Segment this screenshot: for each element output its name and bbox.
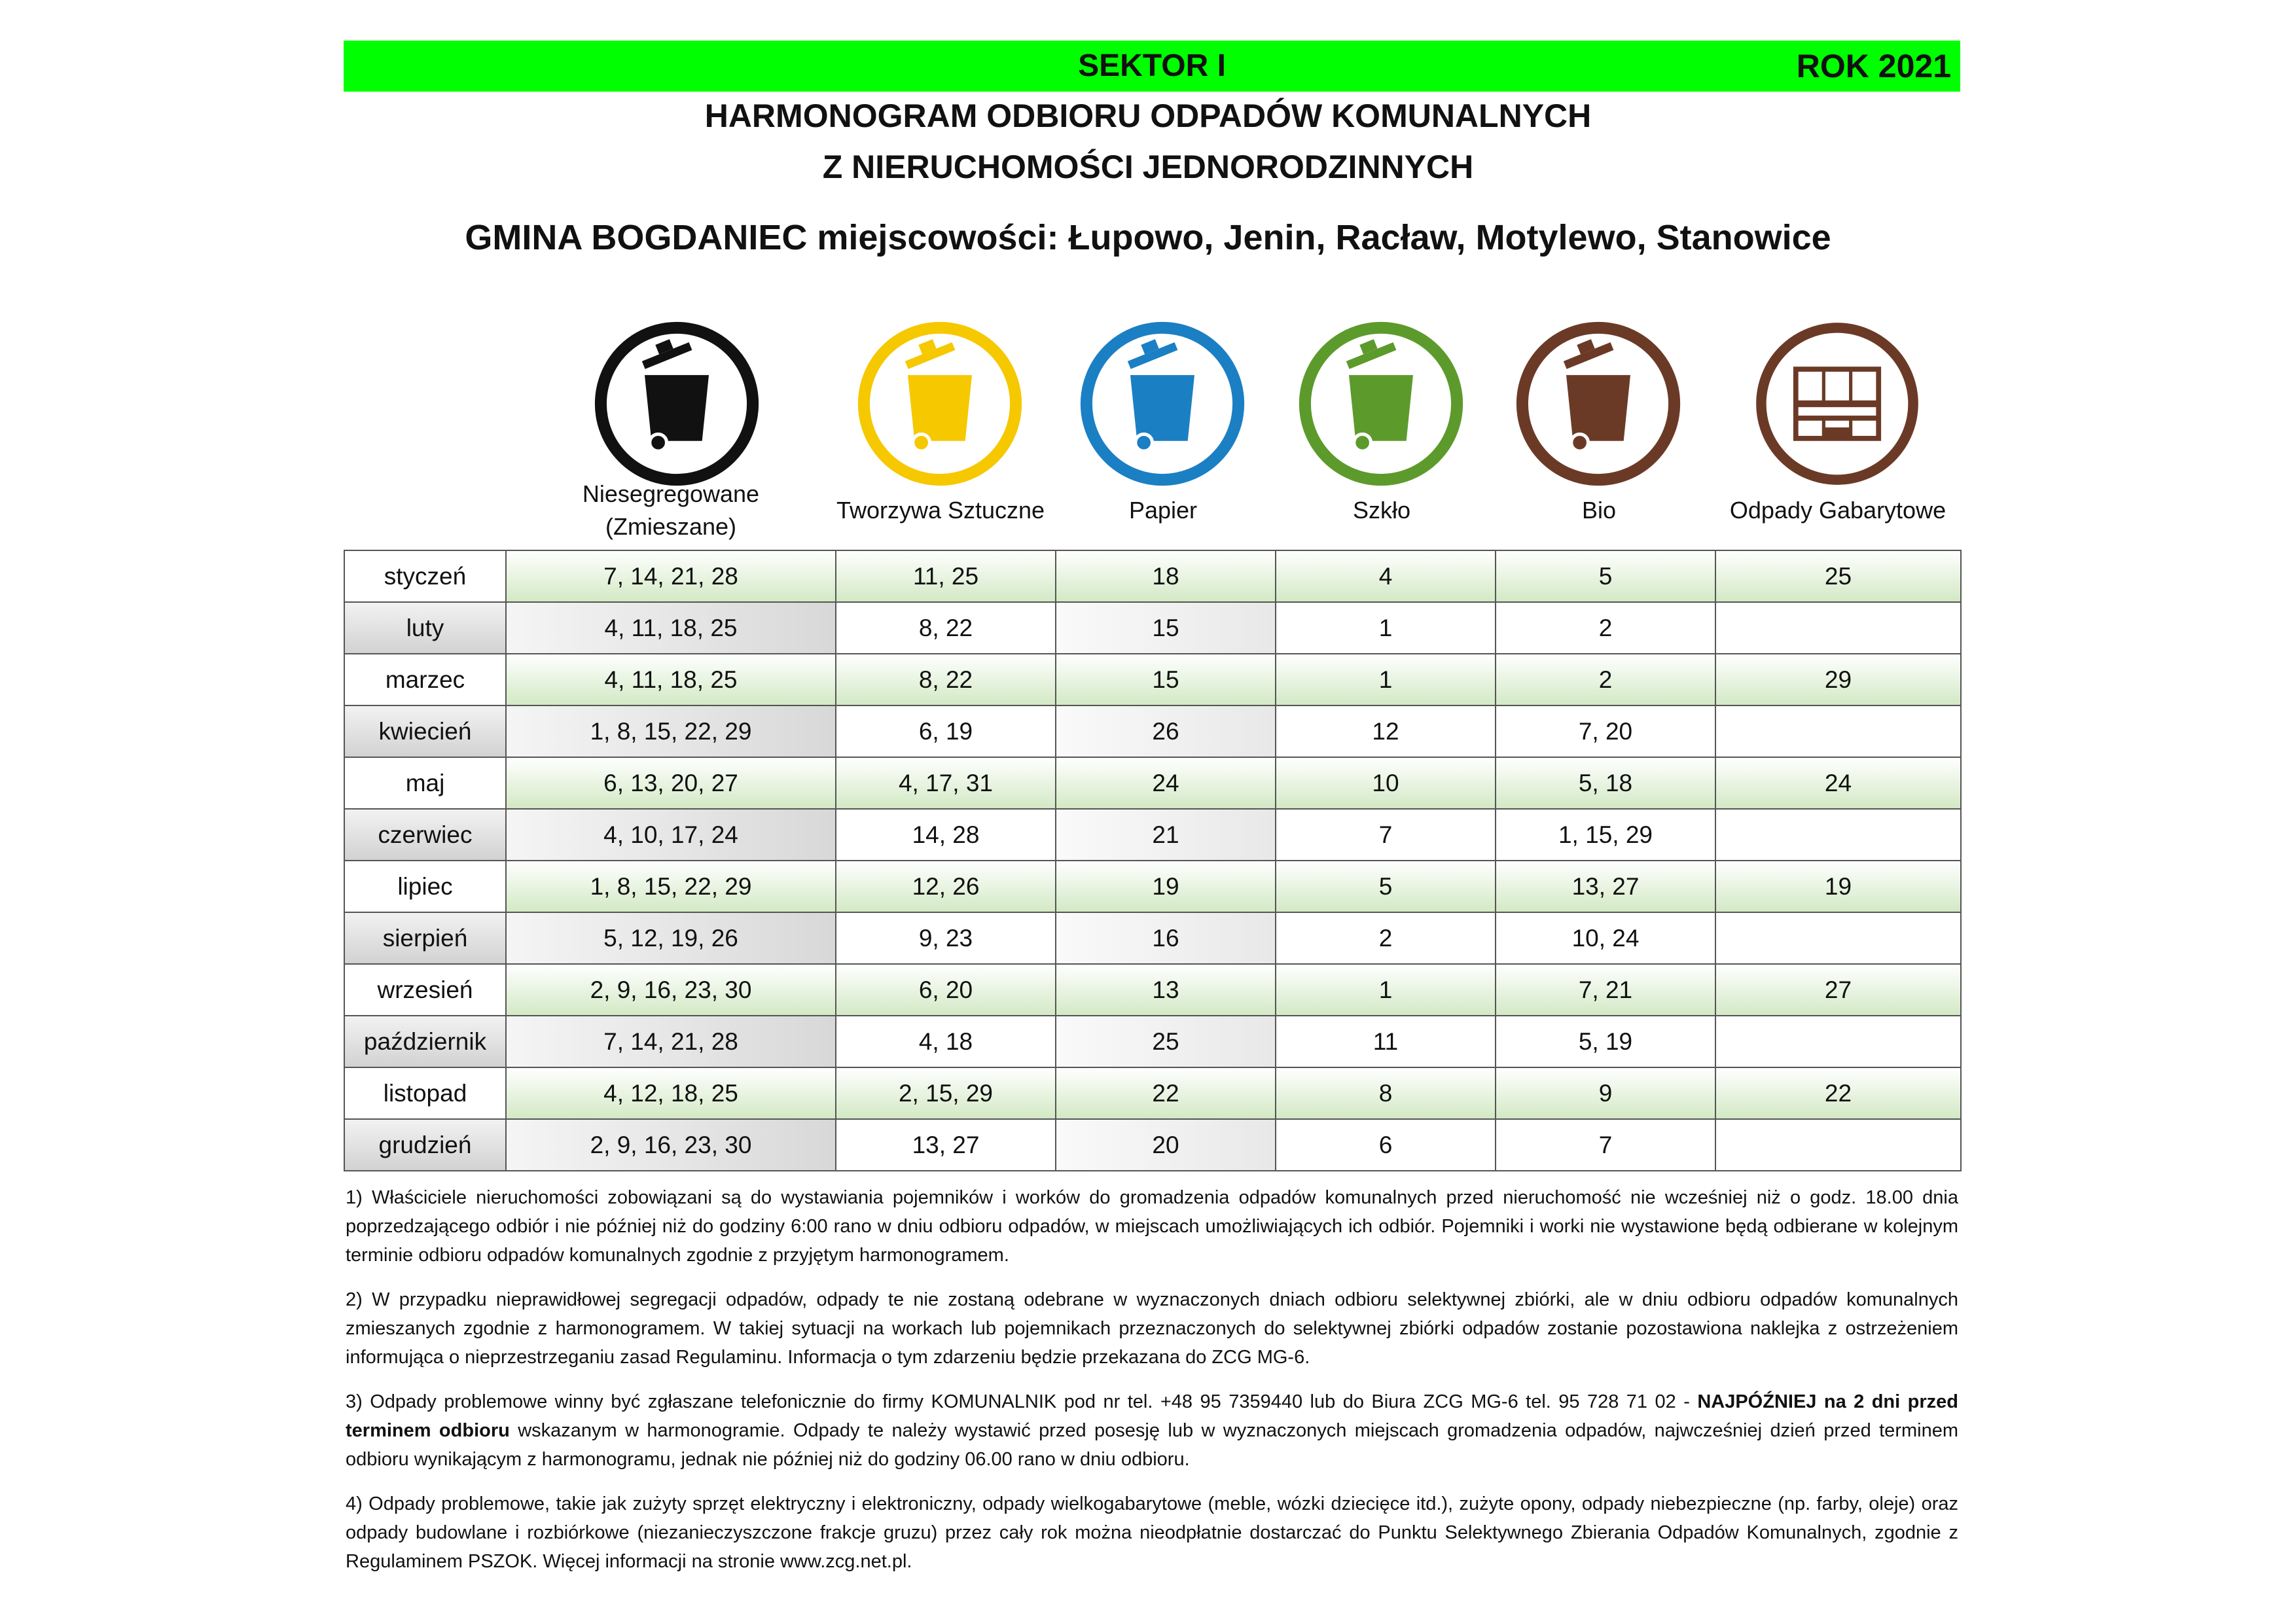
mixed-dates-cell: 4, 11, 18, 25 <box>506 654 836 705</box>
glass-dates-cell: 11 <box>1276 1016 1496 1067</box>
plastic-dates-cell: 14, 28 <box>836 809 1056 861</box>
bio-dates-cell: 10, 24 <box>1496 912 1715 964</box>
sector-label: SEKTOR I <box>1078 48 1226 83</box>
bio-dates-cell: 1, 15, 29 <box>1496 809 1715 861</box>
bio-dates-cell: 5, 18 <box>1496 757 1715 809</box>
column-header-mixed <box>563 478 779 543</box>
month-cell: listopad <box>344 1067 506 1119</box>
document-subtitle: GMINA BOGDANIEC miejscowości: Łupowo, Jenin, Racław, Motylewo, Stanowice <box>465 218 1831 257</box>
year-label: ROK 2021 <box>1796 48 1951 84</box>
paper-dates-cell: 22 <box>1056 1067 1276 1119</box>
month-cell: marzec <box>344 654 506 705</box>
bulky-dates-cell <box>1715 809 1961 861</box>
glass-dates-cell: 4 <box>1276 550 1496 602</box>
mixed-dates-cell: 5, 12, 19, 26 <box>506 912 836 964</box>
month-cell: wrzesień <box>344 964 506 1016</box>
column-header-line1: Niesegregowane <box>582 480 760 507</box>
month-cell: lipiec <box>344 861 506 912</box>
glass-dates-cell: 5 <box>1276 861 1496 912</box>
month-cell: sierpień <box>344 912 506 964</box>
plastic-dates-cell: 9, 23 <box>836 912 1056 964</box>
table-row <box>344 1067 1961 1119</box>
bulky-dates-cell: 22 <box>1715 1067 1961 1119</box>
brown-bin-icon <box>1514 319 1683 488</box>
table-row <box>344 912 1961 964</box>
glass-dates-cell: 2 <box>1276 912 1496 964</box>
glass-dates-cell: 6 <box>1276 1119 1496 1171</box>
bio-dates-cell: 2 <box>1496 602 1715 654</box>
mixed-dates-cell: 1, 8, 15, 22, 29 <box>506 861 836 912</box>
bulky-dates-cell: 19 <box>1715 861 1961 912</box>
month-cell: styczeń <box>344 550 506 602</box>
column-header-bulky: Odpady Gabarytowe <box>1729 497 1946 524</box>
note-1: 1) Właściciele nieruchomości zobowiązani są do wystawiania pojemników i worków do gromadzenia odpadów komunalnych przed nieruchomość nie wcześniej niż o godz. 18.00 dnia poprzedzającego odbiór i nie później niż do godziny 6:00 rano w dniu odbioru odpadów, w miejscach umożliwiających ich odbiór. Pojemniki i worki nie wystawione będą odbierane w kolejnym terminie odbioru odpadów komunalnych zgodnie z przyjętym harmonogramem. <box>346 1187 1958 1266</box>
bulky-dates-cell <box>1715 1119 1961 1171</box>
paper-dates-cell: 26 <box>1056 705 1276 757</box>
table-row <box>344 1119 1961 1171</box>
mixed-dates-cell: 4, 11, 18, 25 <box>506 602 836 654</box>
notes <box>346 1183 1958 1592</box>
bio-dates-cell: 2 <box>1496 654 1715 705</box>
mixed-dates-cell: 4, 10, 17, 24 <box>506 809 836 861</box>
bio-dates-cell: 5 <box>1496 550 1715 602</box>
paper-dates-cell: 18 <box>1056 550 1276 602</box>
header-banner <box>344 41 1960 92</box>
mixed-dates-cell: 1, 8, 15, 22, 29 <box>506 705 836 757</box>
bulky-dates-cell: 24 <box>1715 757 1961 809</box>
bio-dates-cell: 9 <box>1496 1067 1715 1119</box>
table-row <box>344 550 1961 602</box>
paper-dates-cell: 15 <box>1056 654 1276 705</box>
bin-svg <box>1078 319 1247 488</box>
month-cell: maj <box>344 757 506 809</box>
glass-dates-cell: 7 <box>1276 809 1496 861</box>
plastic-dates-cell: 11, 25 <box>836 550 1056 602</box>
paper-dates-cell: 16 <box>1056 912 1276 964</box>
mixed-dates-cell: 7, 14, 21, 28 <box>506 1016 836 1067</box>
mixed-dates-cell: 6, 13, 20, 27 <box>506 757 836 809</box>
glass-dates-cell: 1 <box>1276 602 1496 654</box>
bulky-dates-cell <box>1715 705 1961 757</box>
bin-svg <box>592 319 761 488</box>
plastic-dates-cell: 6, 19 <box>836 705 1056 757</box>
month-cell: luty <box>344 602 506 654</box>
column-header-paper: Papier <box>1128 497 1198 524</box>
furniture-icon <box>1753 319 1922 488</box>
note-3-bold: NAJPÓŹNIEJ na 2 dni przed terminem odbioru <box>346 1391 1958 1441</box>
paper-dates-cell: 25 <box>1056 1016 1276 1067</box>
bin-svg <box>1514 319 1683 488</box>
bulky-dates-cell <box>1715 1016 1961 1067</box>
column-header-line2: (Zmieszane) <box>605 513 737 540</box>
paper-dates-cell: 20 <box>1056 1119 1276 1171</box>
furniture-svg <box>1753 319 1922 488</box>
table-row <box>344 861 1961 912</box>
column-header-plastic: Tworzywa Sztuczne <box>836 497 1045 524</box>
bin-svg <box>855 319 1024 488</box>
plastic-dates-cell: 4, 17, 31 <box>836 757 1056 809</box>
table-row <box>344 1016 1961 1067</box>
note-3-part2: wskazanym w harmonogramie. Odpady te należy wystawić przed posesję lub w wyznaczonych miejscach gromadzenia odpadów, najwcześniej dzień przed terminem odbioru wynikającym z harmonogramu, jednak nie później niż do godziny 06.00 rano w dniu odbioru. <box>346 1420 1958 1470</box>
paper-dates-cell: 15 <box>1056 602 1276 654</box>
bio-dates-cell: 13, 27 <box>1496 861 1715 912</box>
bin-svg <box>1297 319 1465 488</box>
glass-dates-cell: 8 <box>1276 1067 1496 1119</box>
mixed-dates-cell: 4, 12, 18, 25 <box>506 1067 836 1119</box>
paper-dates-cell: 21 <box>1056 809 1276 861</box>
month-cell: czerwiec <box>344 809 506 861</box>
bio-dates-cell: 7, 20 <box>1496 705 1715 757</box>
column-header-glass: Szkło <box>1352 497 1411 524</box>
glass-dates-cell: 10 <box>1276 757 1496 809</box>
month-cell: grudzień <box>344 1119 506 1171</box>
plastic-dates-cell: 4, 18 <box>836 1016 1056 1067</box>
month-cell: październik <box>344 1016 506 1067</box>
schedule-table <box>344 550 1962 1171</box>
mixed-dates-cell: 2, 9, 16, 23, 30 <box>506 1119 836 1171</box>
table-row <box>344 757 1961 809</box>
document-title-line2: Z NIERUCHOMOŚCI JEDNORODZINNYCH <box>822 149 1474 185</box>
paper-dates-cell: 19 <box>1056 861 1276 912</box>
bulky-dates-cell: 29 <box>1715 654 1961 705</box>
plastic-dates-cell: 12, 26 <box>836 861 1056 912</box>
paper-dates-cell: 24 <box>1056 757 1276 809</box>
note-3 <box>346 1387 1958 1474</box>
month-cell: kwiecień <box>344 705 506 757</box>
bulky-dates-cell <box>1715 912 1961 964</box>
note-3-part1: 3) Odpady problemowe winny być zgłaszane telefonicznie do firmy KOMUNALNIK pod nr tel. +48 95 7359440 lub do Biura ZCG MG-6 tel. 95 728 71 02 - <box>346 1391 1698 1412</box>
glass-dates-cell: 12 <box>1276 705 1496 757</box>
table-row <box>344 809 1961 861</box>
green-bin-icon <box>1297 319 1465 488</box>
paper-dates-cell: 13 <box>1056 964 1276 1016</box>
plastic-dates-cell: 2, 15, 29 <box>836 1067 1056 1119</box>
plastic-dates-cell: 13, 27 <box>836 1119 1056 1171</box>
plastic-dates-cell: 8, 22 <box>836 602 1056 654</box>
note-4: 4) Odpady problemowe, takie jak zużyty sprzęt elektryczny i elektroniczny, odpady wielkogabarytowe (meble, wózki dziecięce itd.), zużyte opony, odpady niebezpieczne (np. farby, oleje) oraz odpady budowlane i rozbiórkowe (niezanieczyszczone frakcje gruzu) przez cały rok można nieodpłatnie dostarczać do Punktu Selektywnego Zbierania Odpadów Komunalnych, zgodnie z Regulaminem PSZOK. Więcej informacji na stronie www.zcg.net.pl. <box>346 1493 1958 1572</box>
column-header-bio: Bio <box>1581 497 1617 524</box>
glass-dates-cell: 1 <box>1276 654 1496 705</box>
black-bin-icon <box>592 319 761 488</box>
bulky-dates-cell <box>1715 602 1961 654</box>
glass-dates-cell: 1 <box>1276 964 1496 1016</box>
plastic-dates-cell: 6, 20 <box>836 964 1056 1016</box>
table-row <box>344 654 1961 705</box>
note-2: 2) W przypadku nieprawidłowej segregacji odpadów, odpady te nie zostaną odebrane w wyznaczonych dniach odbioru selektywnej zbiórki, ale w dniu odbioru odpadów komunalnych zmieszanych zgodnie z harmonogramem. W takiej sytuacji na workach lub pojemnikach przeznaczonych do selektywnej zbiórki odpadów zostanie pozostawiona naklejka z ostrzeżeniem informująca o nieprzestrzeganiu zasad Regulaminu. Informacja o tym zdarzeniu będzie przekazana do ZCG MG-6. <box>346 1289 1958 1368</box>
table-row <box>344 964 1961 1016</box>
plastic-dates-cell: 8, 22 <box>836 654 1056 705</box>
bio-dates-cell: 5, 19 <box>1496 1016 1715 1067</box>
bulky-dates-cell: 27 <box>1715 964 1961 1016</box>
bio-dates-cell: 7, 21 <box>1496 964 1715 1016</box>
bulky-dates-cell: 25 <box>1715 550 1961 602</box>
bio-dates-cell: 7 <box>1496 1119 1715 1171</box>
document-title-line1: HARMONOGRAM ODBIORU ODPADÓW KOMUNALNYCH <box>704 98 1592 134</box>
table-row <box>344 602 1961 654</box>
table-row <box>344 705 1961 757</box>
schedule-body <box>344 550 1961 1171</box>
mixed-dates-cell: 2, 9, 16, 23, 30 <box>506 964 836 1016</box>
mixed-dates-cell: 7, 14, 21, 28 <box>506 550 836 602</box>
yellow-bin-icon <box>855 319 1024 488</box>
blue-bin-icon <box>1078 319 1247 488</box>
